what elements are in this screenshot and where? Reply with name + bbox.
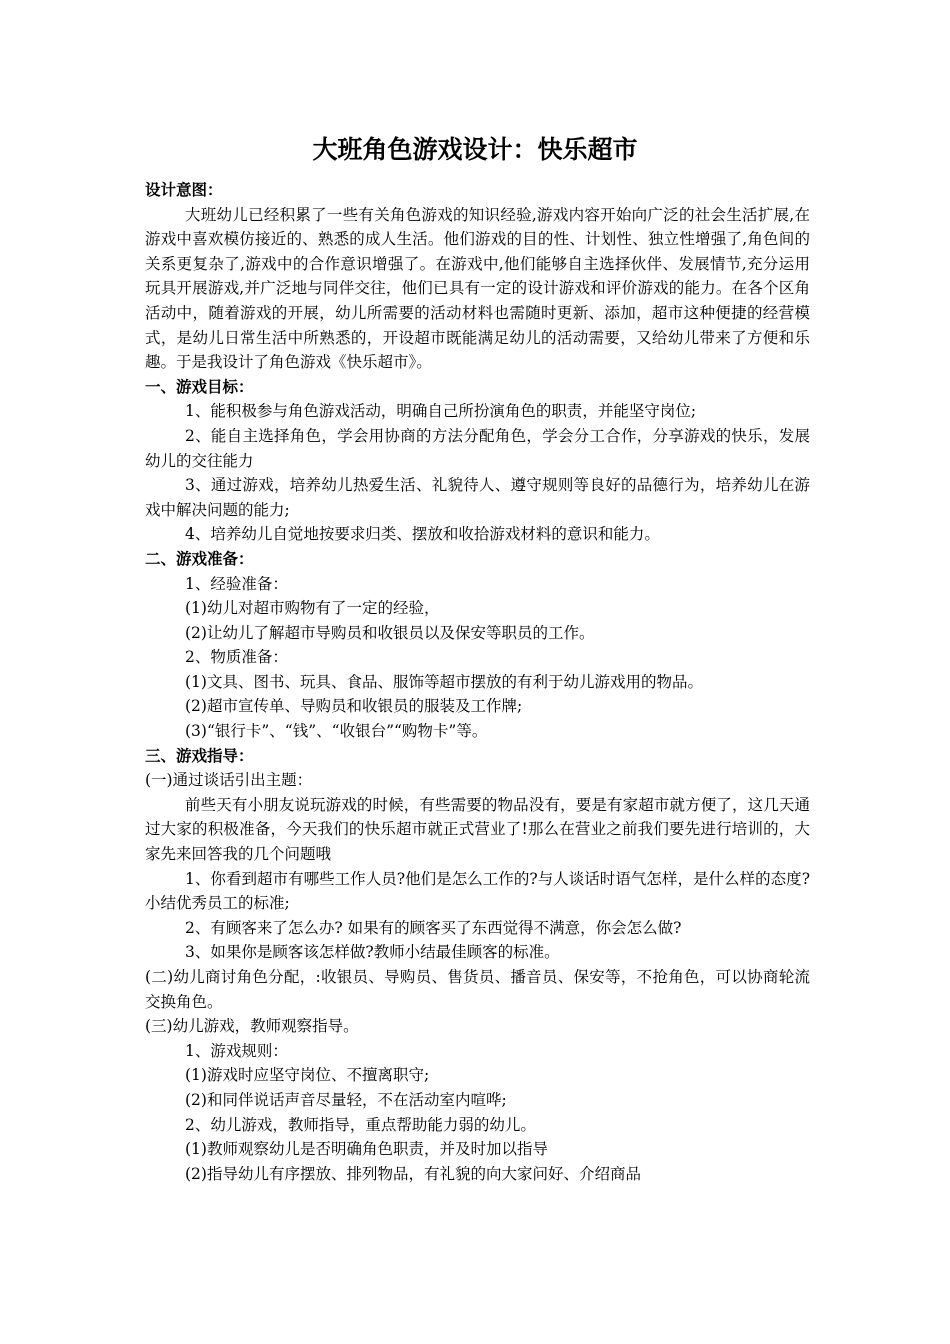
guidance-question: 1、你看到超市有哪些工作人员?他们是怎么工作的?与人谈话时语气怎样，是什么样的态度?小结优秀员工的标准; bbox=[145, 869, 810, 913]
child-play-item: (1)教师观察幼儿是否明确角色职责，并及时加以指导 bbox=[185, 1140, 548, 1159]
experience-prep-label: 1、经验准备： bbox=[185, 574, 288, 593]
material-item: (1)文具、图书、玩具、食品、服饰等超市摆放的有利于幼儿游戏用的物品。 bbox=[185, 672, 703, 691]
guidance-part-2: (二)幼儿商讨角色分配，:收银员、导购员、售货员、播音员、保安等，不抢角色，可以协商轮流交换角色。 bbox=[145, 968, 810, 1011]
child-play-label: 2、幼儿游戏，教师指导，重点帮助能力弱的幼儿。 bbox=[185, 1115, 536, 1134]
document-title: 大班角色游戏设计：快乐超市 bbox=[312, 135, 638, 164]
material-prep-label: 2、物质准备： bbox=[185, 648, 288, 667]
experience-item: (1)幼儿对超市购物有了一定的经验， bbox=[185, 599, 440, 618]
goals-heading: 一、游戏目标： bbox=[145, 377, 254, 396]
game-rules-label: 1、游戏规则： bbox=[185, 1041, 288, 1060]
guidance-part-1-intro: 前些天有小朋友说玩游戏的时候，有些需要的物品没有，要是有家超市就方便了，这几天通过大家的积极准备，今天我们的快乐超市就正式营业了!那么在营业之前我们要先进行培训的，大家先来回答我的几个问题哦 bbox=[145, 795, 810, 864]
document-body bbox=[145, 178, 810, 1186]
goal-item: 3、通过游戏，培养幼儿热爱生活、礼貌待人、遵守规则等良好的品德行为，培养幼儿在游戏中解决问题的能力; bbox=[145, 476, 810, 519]
game-rule-item: (2)和同伴说话声音尽量轻，不在活动室内喧哗; bbox=[185, 1090, 507, 1109]
guidance-part-1-label: (一)通过谈话引出主题： bbox=[145, 771, 313, 790]
material-item: (2)超市宣传单、导购员和收银员的服装及工作牌; bbox=[185, 697, 523, 716]
design-intent-paragraph: 大班幼儿已经积累了一些有关角色游戏的知识经验,游戏内容开始向广泛的社会生活扩展,在游戏中喜欢模仿接近的、熟悉的成人生活。他们游戏的目的性、计划性、独立性增强了,角色间的关系更复杂了,游戏中的合作意识增强了。在游戏中,他们能够自主选择伙伴、发展情节,充分运用玩具开展游戏,并广泛地与同伴交往，他们已具有一定的设计游戏和评价游戏的能力。在各个区角活动中，随着游戏的开展，幼儿所需要的活动材料也需随时更新、添加，超市这种便捷的经营模式，是幼儿日常生活中所熟悉的，开设超市既能满足幼儿的活动需要，又给幼儿带来了方便和乐趣。于是我设计了角色游戏《快乐超市》。 bbox=[145, 205, 810, 372]
goal-item: 4、培养幼儿自觉地按要求归类、摆放和收拾游戏材料的意识和能力。 bbox=[185, 525, 660, 544]
experience-item: (2)让幼儿了解超市导购员和收银员以及保安等职员的工作。 bbox=[185, 623, 595, 642]
game-rule-item: (1)游戏时应坚守岗位、不擅离职守; bbox=[185, 1066, 430, 1085]
guidance-part-3-label: (三)幼儿游戏，教师观察指导。 bbox=[145, 1017, 359, 1036]
goal-item: 1、能积极参与角色游戏活动，明确自己所扮演角色的职责，并能坚守岗位; bbox=[185, 402, 697, 421]
guidance-question: 2、有顾客来了怎么办? 如果有的顾客买了东西觉得不满意，你会怎么做? bbox=[185, 918, 682, 937]
child-play-item: (2)指导幼儿有序摆放、排列物品，有礼貌的向大家问好、介绍商品 bbox=[185, 1164, 641, 1183]
design-intent-heading: 设计意图： bbox=[145, 181, 223, 199]
preparation-heading: 二、游戏准备： bbox=[145, 549, 254, 568]
goal-item: 2、能自主选择角色，学会用协商的方法分配角色，学会分工合作，分享游戏的快乐，发展幼儿的交往能力 bbox=[145, 426, 810, 470]
guidance-heading: 三、游戏指导： bbox=[145, 746, 254, 765]
material-item: (3)“银行卡”、“钱”、“收银台”“购物卡”等。 bbox=[185, 722, 488, 741]
guidance-question: 3、如果你是顾客该怎样做?教师小结最佳顾客的标准。 bbox=[185, 943, 560, 962]
